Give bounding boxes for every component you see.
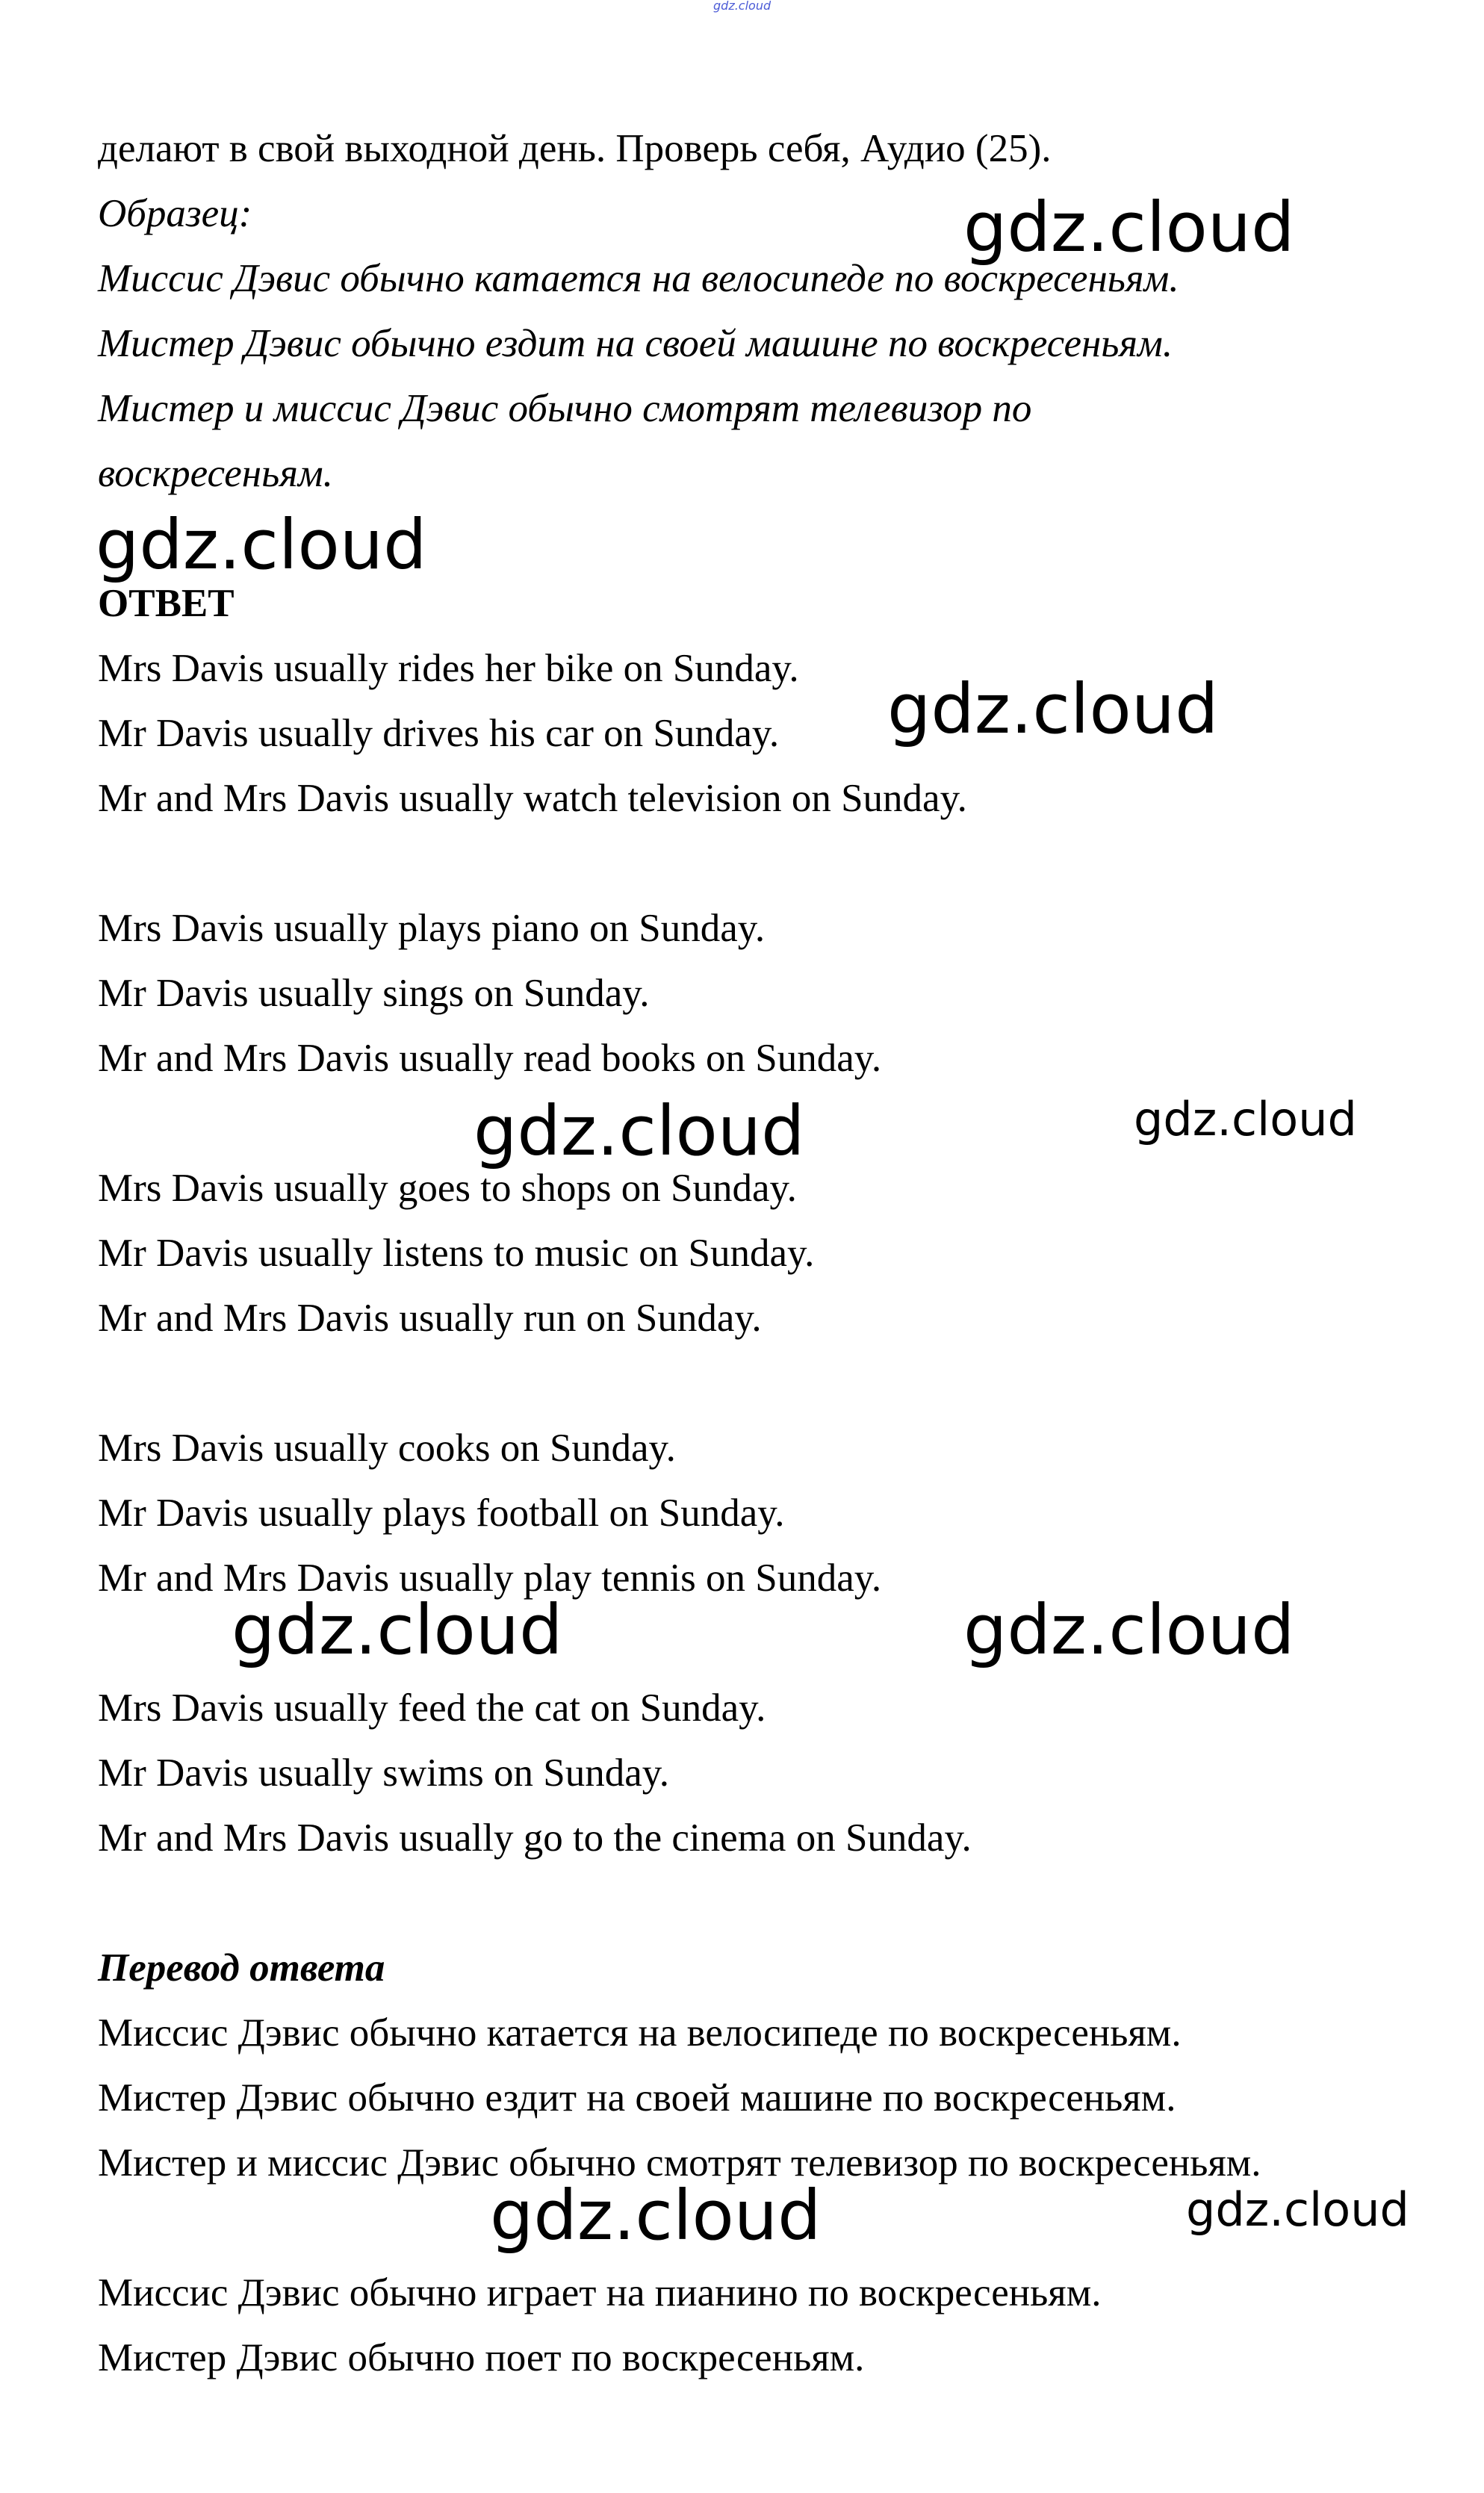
translation-heading: Перевод ответа [98, 1946, 385, 1990]
answer-line: Mrs Davis usually rides her bike on Sunday. [98, 647, 799, 690]
answer-line: Mrs Davis usually plays piano on Sunday. [98, 907, 766, 950]
example-line: Мистер и миссис Дэвис обычно смотрят телевизор по [98, 387, 1032, 430]
watermark: gdz.cloud [1134, 1092, 1357, 1146]
example-label: Образец: [98, 192, 252, 235]
watermark: gdz.cloud [232, 1590, 563, 1670]
answer-line: Mrs Davis usually goes to shops on Sunday. [98, 1167, 797, 1210]
example-line: воскресеньям. [98, 452, 333, 495]
translation-line: Мистер Дэвис обычно ездит на своей машине по воскресеньям. [98, 2076, 1176, 2120]
translation-line: Мистер и миссис Дэвис обычно смотрят телевизор по воскресеньям. [98, 2141, 1261, 2185]
answer-line: Mr Davis usually plays football on Sunday. [98, 1491, 785, 1535]
translation-line: Миссис Дэвис обычно катается на велосипеде по воскресеньям. [98, 2011, 1182, 2055]
answer-line: Mr Davis usually listens to music on Sunday. [98, 1232, 815, 1275]
answer-line: Mr Davis usually drives his car on Sunday. [98, 712, 780, 755]
answer-line: Mr and Mrs Davis usually read books on Sunday. [98, 1037, 882, 1080]
task-intro-line: делают в свой выходной день. Проверь себя, Аудио (25). [98, 127, 1052, 170]
translation-line: Миссис Дэвис обычно играет на пианино по воскресеньям. [98, 2271, 1102, 2315]
answer-line: Mr and Mrs Davis usually go to the cinema on Sunday. [98, 1816, 972, 1860]
answer-line: Mr and Mrs Davis usually run on Sunday. [98, 1297, 762, 1340]
watermark: gdz.cloud [490, 2176, 822, 2256]
header-watermark: gdz.cloud [713, 0, 772, 13]
watermark: gdz.cloud [963, 187, 1295, 267]
example-line: Мистер Дэвис обычно ездит на своей машине по воскресеньям. [98, 322, 1173, 365]
answer-line: Mr Davis usually sings on Sunday. [98, 972, 650, 1015]
answer-heading: ОТВЕТ [98, 582, 235, 625]
answer-line: Mrs Davis usually cooks on Sunday. [98, 1426, 676, 1470]
watermark: gdz.cloud [1186, 2182, 1409, 2237]
watermark: gdz.cloud [96, 505, 427, 585]
watermark: gdz.cloud [963, 1590, 1295, 1670]
answer-line: Mr and Mrs Davis usually play tennis on Sunday. [98, 1556, 882, 1600]
watermark: gdz.cloud [474, 1091, 805, 1171]
answer-line: Mr Davis usually swims on Sunday. [98, 1751, 670, 1795]
example-line: Миссис Дэвис обычно катается на велосипеде по воскресеньям. [98, 257, 1179, 300]
watermark: gdz.cloud [887, 669, 1219, 749]
answer-line: Mr and Mrs Davis usually watch television on Sunday. [98, 777, 967, 820]
answer-line: Mrs Davis usually feed the cat on Sunday. [98, 1686, 766, 1730]
translation-line: Мистер Дэвис обычно поет по воскресеньям. [98, 2336, 865, 2379]
